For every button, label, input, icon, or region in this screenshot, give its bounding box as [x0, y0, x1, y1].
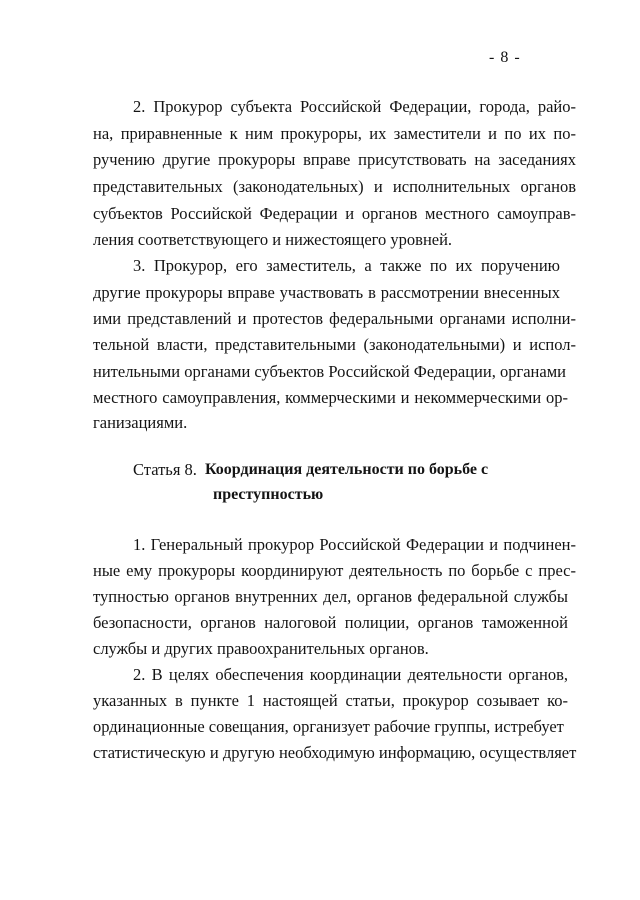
text-line: 1. Генеральный прокурор Российской Федерации и подчинен- [133, 535, 576, 554]
text-line: 2. В целях обеспечения координации деятельности органов, [133, 665, 568, 684]
text-line: ручению другие прокуроры вправе присутствовать на заседаниях [93, 150, 576, 169]
text-line: другие прокуроры вправе участвовать в рассмотрении внесенных [93, 283, 560, 302]
text-line: 2. Прокурор субъекта Российской Федерации, города, райо- [133, 97, 576, 116]
text-line: тупностью органов внутренних дел, органов федеральной службы [93, 587, 568, 606]
text-line: ления соответствующего и нижестоящего уровней. [93, 230, 453, 249]
text-line: статистическую и другую необходимую информацию, осуществляет [93, 743, 577, 762]
text-line: безопасности, органов налоговой полиции, органов таможенной [93, 613, 568, 632]
text-line: ные ему прокуроры координируют деятельность по борьбе с прес- [93, 561, 576, 580]
text-line: субъектов Российской Федерации и органов местного самоуправ- [93, 204, 576, 223]
text-line: указанных в пункте 1 настоящей статьи, прокурор созывает ко- [93, 691, 568, 710]
text-line: 3. Прокурор, его заместитель, а также по их поручению [133, 256, 560, 275]
text-line: ими представлений и протестов федеральными органами исполни- [93, 309, 576, 328]
text-line: представительных (законодательных) и исполнительных органов [93, 177, 576, 196]
text-line: ганизациями. [93, 413, 188, 432]
text-line: тельной власти, представительными (законодательными) и испол- [93, 335, 576, 354]
text-line: на, приравненные к ним прокуроры, их заместители и по их по- [93, 124, 576, 143]
article-title-continued: преступностью [213, 486, 324, 503]
text-line: ординационные совещания, организует рабочие группы, истребует [93, 717, 564, 736]
text-line: службы и других правоохранительных органов. [93, 639, 429, 658]
article-label: Статья 8. [133, 460, 197, 479]
text-line: нительными органами субъектов Российской Федерации, органами [93, 362, 566, 381]
text-line: местного самоуправления, коммерческими и некоммерческими ор- [93, 388, 568, 407]
page-number: - 8 - [489, 49, 521, 66]
article-title: Координация деятельности по борьбе с [205, 461, 489, 478]
